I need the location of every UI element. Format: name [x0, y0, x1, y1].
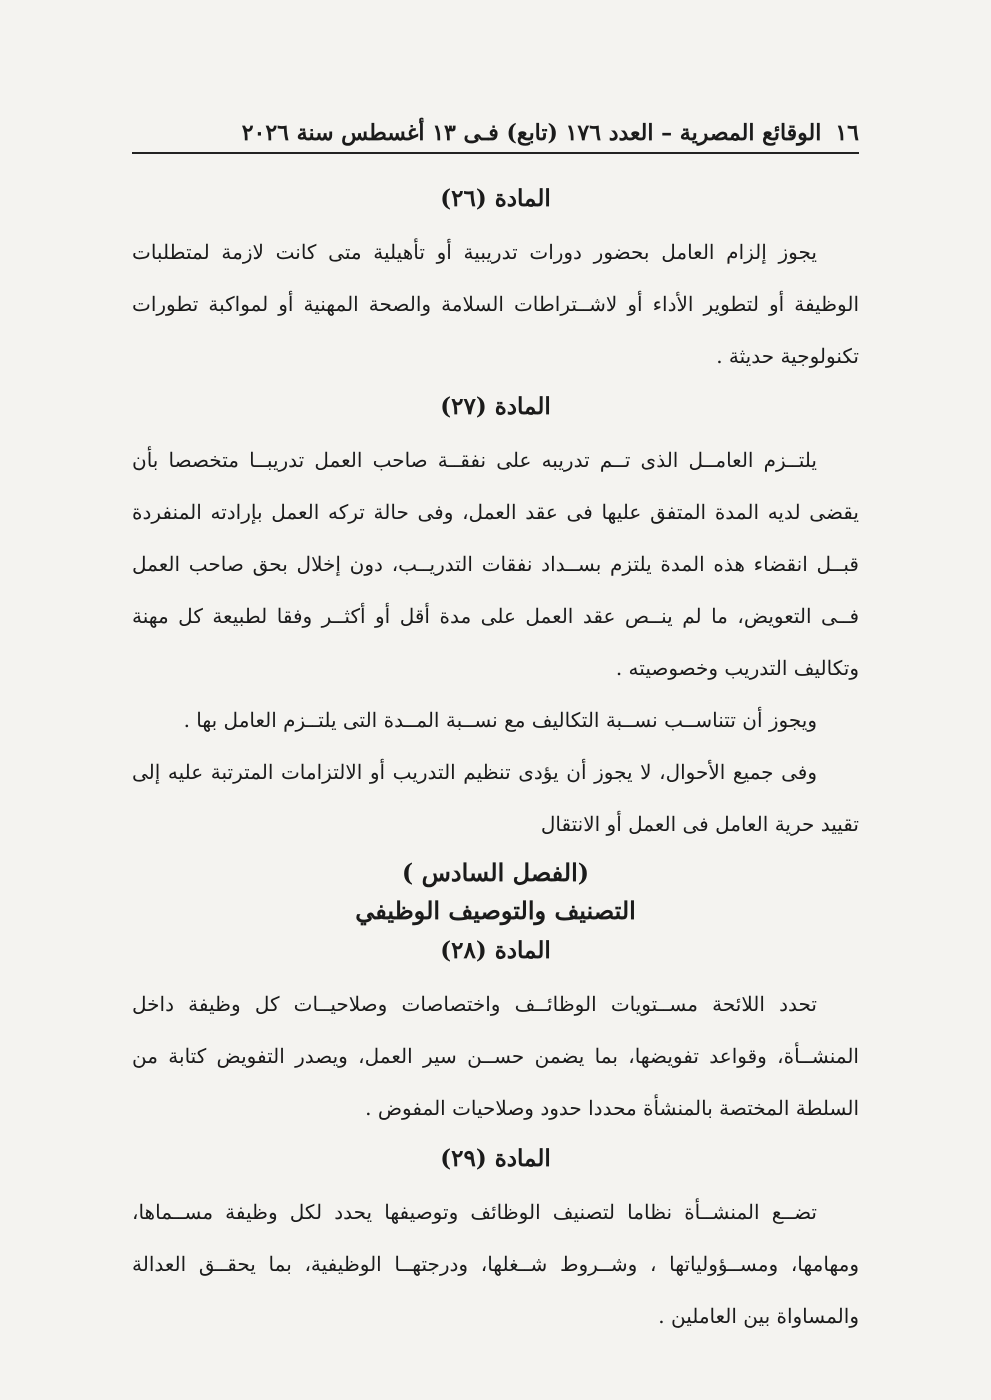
page-content [132, 174, 859, 1342]
article-28-heading: المادة (٢٨) [440, 937, 551, 964]
article-27-paragraph-3: وفى جميع الأحوال، لا يجوز أن يؤدى تنظيم التدريب أو الالتزامات المترتبة عليه إلى تقييد حرية العامل فى العمل أو الانتقال [132, 760, 859, 836]
article-26-paragraph: يجوز إلزام العامل بحضور دورات تدريبية أو تأهيلية متى كانت لازمة لمتطلبات الوظيفة أو لتطوير الأداء أو لاشــتراطات السلامة والصحة المهنية أو لمواكبة تطورات تكنولوجية حديثة . [132, 240, 859, 368]
article-27-paragraph-2: ويجوز أن تتناســب نســبة التكاليف مع نســبة المــدة التى يلتــزم العامل بها . [183, 708, 817, 732]
article-28-paragraph: تحدد اللائحة مســتويات الوظائــف واختصاصات وصلاحيــات كل وظيفة داخل المنشــأة، وقواعد تفويضها، بما يضمن حســن سير العمل، ويصدر التفويض كتابة من السلطة المختصة بالمنشأة محددا حدود وصلاحيات المفوض . [132, 992, 859, 1120]
header-title: الوقائع المصرية – العدد ١٧٦ (تابع) فـى ١٣ أغسطس سنة ٢٠٢٦ [241, 120, 822, 146]
article-29-paragraph: تضــع المنشــأة نظاما لتصنيف الوظائف وتوصيفها يحدد لكل وظيفة مســماها، ومهامها، ومســؤولياتها ، وشــروط شــغلها، ودرجتهــا الوظيفية، بما يحقــق العدالة والمساواة بين العاملين . [132, 1200, 859, 1328]
chapter-title: التصنيف والتوصيف الوظيفي [355, 896, 636, 925]
page-header [132, 112, 859, 154]
chapter-number: (الفصل السادس ) [401, 858, 590, 887]
article-29-heading: المادة (٢٩) [440, 1145, 551, 1172]
page-number: ١٦ [835, 120, 859, 146]
article-27-heading: المادة (٢٧) [440, 393, 551, 420]
article-27-paragraph-1: يلتــزم العامــل الذى تــم تدريبه على نفقــة صاحب العمل تدريبــا متخصصا بأن يقضى لديه المدة المتفق عليها فى عقد العمل، وفى حالة تركه العمل بإرادته المنفردة قبــل انقضاء هذه المدة يلتزم بســداد نفقات التدريــب، دون إخلال بحق صاحب العمل فــى التعويض، ما لم ينــص عقد العمل على مدة أقل أو أكثــر وفقا لطبيعة كل مهنة وتكاليف التدريب وخصوصيته . [132, 448, 859, 680]
article-26-heading: المادة (٢٦) [440, 185, 551, 212]
